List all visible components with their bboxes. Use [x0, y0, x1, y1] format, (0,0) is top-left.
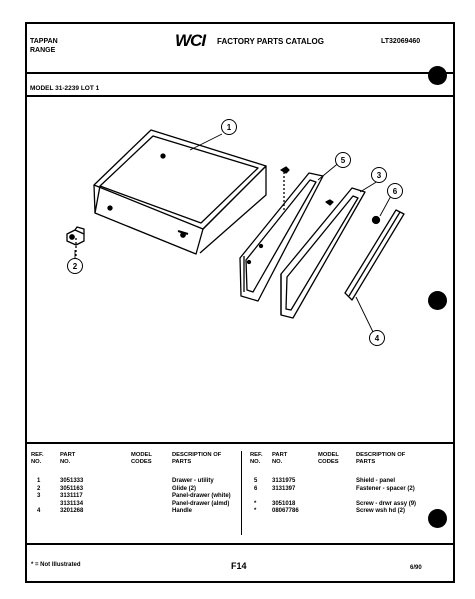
- table-top-rule: [25, 442, 455, 444]
- revision-date: 6/90: [410, 565, 422, 571]
- brand-line-1: TAPPAN: [30, 38, 58, 45]
- callout-label-3: 3: [376, 171, 382, 180]
- left-desc-column: [172, 478, 231, 516]
- table-cell: 3131134: [60, 500, 84, 507]
- table-cell: 3131975: [272, 478, 296, 484]
- header-ref-right: REF. NO.: [250, 452, 263, 465]
- table-cell: *: [254, 508, 257, 514]
- header-desc-right: DESCRIPTION OF PARTS: [356, 452, 406, 465]
- model-line: MODEL 31-2239 LOT 1: [30, 85, 100, 92]
- header-part-right: PART NO.: [272, 452, 288, 465]
- table-column-divider: [241, 451, 242, 535]
- header-part-left: PART NO.: [60, 452, 76, 465]
- drawer-utility: [94, 130, 266, 254]
- table-cell: Shield - panel: [356, 478, 396, 484]
- document-number: LT32069460: [381, 38, 421, 45]
- header-model-left: MODEL CODES: [131, 452, 152, 465]
- table-cell: [272, 493, 299, 501]
- table-cell: Screw - drwr assy (9): [356, 500, 417, 507]
- right-desc-column: [356, 478, 416, 516]
- glide-part: [67, 227, 84, 260]
- brand-line-2: RANGE: [30, 47, 56, 54]
- table-cell: 2: [37, 485, 41, 492]
- table-cell: 3051018: [272, 500, 296, 507]
- table-cell: 3051333: [60, 478, 84, 484]
- table-cell: 3131397: [272, 485, 296, 492]
- header-ref-left: REF. NO.: [31, 452, 44, 465]
- table-bottom-rule: [25, 543, 455, 545]
- table-cell: Panel-drawer (white): [172, 493, 231, 499]
- table-cell: Handle: [172, 508, 193, 514]
- table-cell: 6: [254, 485, 258, 492]
- callout-label-5: 5: [340, 156, 346, 165]
- table-cell: 4: [37, 508, 41, 514]
- table-cell: 3051163: [60, 485, 84, 492]
- table-cell: Drawer - utility: [172, 478, 214, 484]
- right-ref-column: [254, 478, 257, 516]
- table-cell: [356, 493, 416, 501]
- header-model-right: MODEL CODES: [318, 452, 339, 465]
- fastener-spacer: [373, 217, 380, 224]
- header-desc-left: DESCRIPTION OF PARTS: [172, 452, 222, 465]
- table-cell: [254, 493, 257, 501]
- table-cell: 3201268: [60, 508, 84, 514]
- left-part-column: [60, 478, 83, 516]
- callout-label-2: 2: [72, 262, 78, 271]
- table-cell: Screw wsh hd (2): [356, 508, 406, 514]
- page-number: F14: [231, 561, 247, 571]
- table-cell: 08067786: [272, 508, 299, 514]
- callout-label-6: 6: [392, 187, 398, 196]
- table-cell: [37, 501, 40, 509]
- table-cell: 5: [254, 478, 258, 484]
- screw-small: [326, 200, 333, 205]
- table-cell: Fastener - spacer (2): [356, 485, 415, 492]
- table-cell: *: [254, 500, 257, 507]
- wci-logo: WCI: [175, 31, 206, 50]
- footnote: * = Not Illustrated: [31, 562, 81, 568]
- callout-label-1: 1: [226, 123, 232, 132]
- right-part-column: [272, 478, 299, 516]
- callout-label-4: 4: [374, 334, 380, 343]
- table-cell: Glide (2): [172, 485, 197, 492]
- left-ref-column: [37, 478, 40, 516]
- table-cell: 3: [37, 493, 41, 499]
- table-cell: 3131117: [60, 493, 83, 499]
- catalog-title: FACTORY PARTS CATALOG: [217, 37, 324, 46]
- table-cell: Panel-drawer (almd): [172, 500, 230, 507]
- table-cell: 1: [37, 478, 41, 484]
